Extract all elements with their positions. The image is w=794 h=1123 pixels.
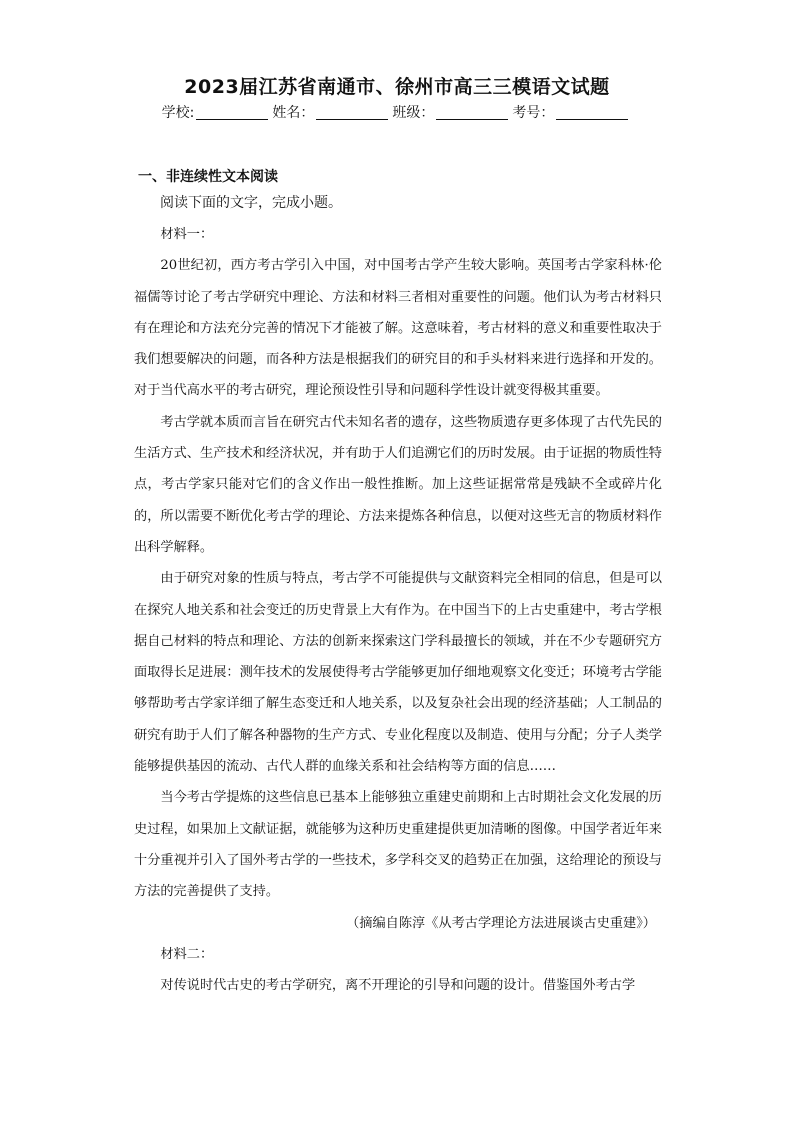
paragraph: 对传说时代古史的考古学研究，离不开理论的引导和问题的设计。借鉴国外考古学 [160, 978, 636, 994]
exam-number-label: 考号： [512, 105, 555, 121]
school-blank[interactable] [196, 105, 268, 120]
paragraph: 当今考古学提炼的这些信息已基本上能够独立重建史前期和上古时期社会文化发展的历史过程，如果加上文献证据，就能够为这种历史重建提供更加清晰的图像。中国学者近年来十分重视并引入了国外考古学的一些技术，多学科交叉的趋势正在加强，这给理论的预设与方法的完善提供了支持。 [134, 790, 662, 900]
paragraph: 20世纪初，西方考古学引入中国，对中国考古学产生较大影响。英国考古学家科林·伦福儒等讨论了考古学研究中理论、方法和材料三者相对重要性的问题。他们认为考古材料只有在理论和方法充分完善的情况下才能被了解。这意味着，考古材料的意义和重要性取决于我们想要解决的问题，而各种方法是根据我们的研究目的和手头材料来进行选择和开发的。对于当代高水平的考古研究，理论预设性引导和问题科学性设计就变得极其重要。 [134, 258, 662, 399]
school-field [162, 102, 273, 122]
document-title: 2023届江苏省南通市、徐州市高三三模语文试题 [184, 76, 610, 98]
class-field [392, 102, 512, 122]
exam-number-blank[interactable] [556, 105, 628, 120]
name-label: 姓名： [272, 105, 315, 121]
reading-instruction: 阅读下面的文字，完成小题。 [160, 195, 342, 211]
section-heading: 一、非连续性文本阅读 [138, 169, 278, 185]
class-label: 班级： [392, 105, 435, 121]
material-two-label: 材料二： [160, 946, 214, 962]
name-field [272, 102, 392, 122]
class-blank[interactable] [436, 105, 508, 120]
school-label: 学校: [161, 105, 195, 121]
paragraph: 由于研究对象的性质与特点，考古学不可能提供与文献资料完全相同的信息，但是可以在探究人地关系和社会变迁的历史背景上大有作为。在中国当下的上古史重建中，考古学根据自己材料的特点和理论、方法的创新来探索这门学科最擅长的领域，并在不少专题研究方面取得长足进展：测年技术的发展使得考古学能够更加仔细地观察文化变迁；环境考古学能够帮助考古学家详细了解生态变迁和人地关系，以及复杂社会出现的经济基础；人工制品的研究有助于人们了解各种器物的生产方式、专业化程度以及制造、使用与分配；分子人类学能够提供基因的流动、古代人群的血缘关系和社会结构等方面的信息…… [134, 571, 662, 775]
source-citation: （摘编自陈淳《从考古学理论方法进展谈古史重建》） [346, 915, 656, 931]
reading-passage [134, 219, 662, 1001]
student-info-line [0, 102, 794, 122]
paragraph: 考古学就本质而言旨在研究古代未知名者的遗存，这些物质遗存更多体现了古代先民的生活方式、生产技术和经济状况，并有助于人们追溯它们的历时发展。由于证据的物质性特点，考古学家只能对它们的含义作出一般性推断。加上这些证据常常是残缺不全或碎片化的，所以需要不断优化考古学的理论、方法来提炼各种信息，以便对这些无言的物质材料作出科学解释。 [134, 414, 662, 555]
name-blank[interactable] [316, 105, 388, 120]
exam-number-field [512, 102, 632, 122]
material-one-label: 材料一： [160, 227, 214, 242]
